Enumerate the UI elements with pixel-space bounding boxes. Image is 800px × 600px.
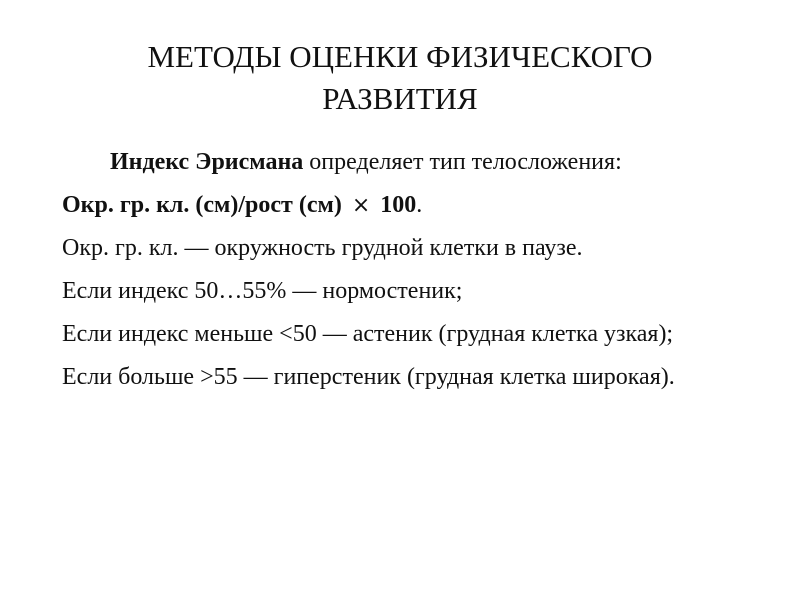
slide-title (60, 36, 740, 120)
multiply-sign: × (351, 193, 371, 218)
erisman-index-term: Индекс Эрисмана (110, 149, 304, 175)
intro-text: определяет тип телосложения: (303, 149, 622, 175)
formula-right: 100 (380, 192, 417, 218)
formula-tail: . (416, 192, 423, 218)
rule-hypersthenic: Если больше >55 — гиперстеник (грудная клетка широкая). (62, 364, 675, 390)
rule-asthenic: Если индекс меньше <50 — астеник (грудная клетка узкая); (62, 321, 674, 347)
slide-title-line-2: РАЗВИТИЯ (322, 81, 478, 116)
slide-body (62, 146, 762, 404)
rule-normosthenic: Если индекс 50…55% — нормостеник; (62, 278, 463, 304)
formula-paragraph (62, 189, 762, 222)
intro-paragraph (62, 146, 762, 179)
definition-paragraph: Окр. гр. кл. — окружность грудной клетки в паузе. (62, 235, 583, 261)
slide-title-line-1: МЕТОДЫ ОЦЕНКИ ФИЗИЧЕСКОГО (147, 39, 653, 74)
formula-left: Окр. гр. кл. (см)/рост (см) (62, 192, 342, 218)
